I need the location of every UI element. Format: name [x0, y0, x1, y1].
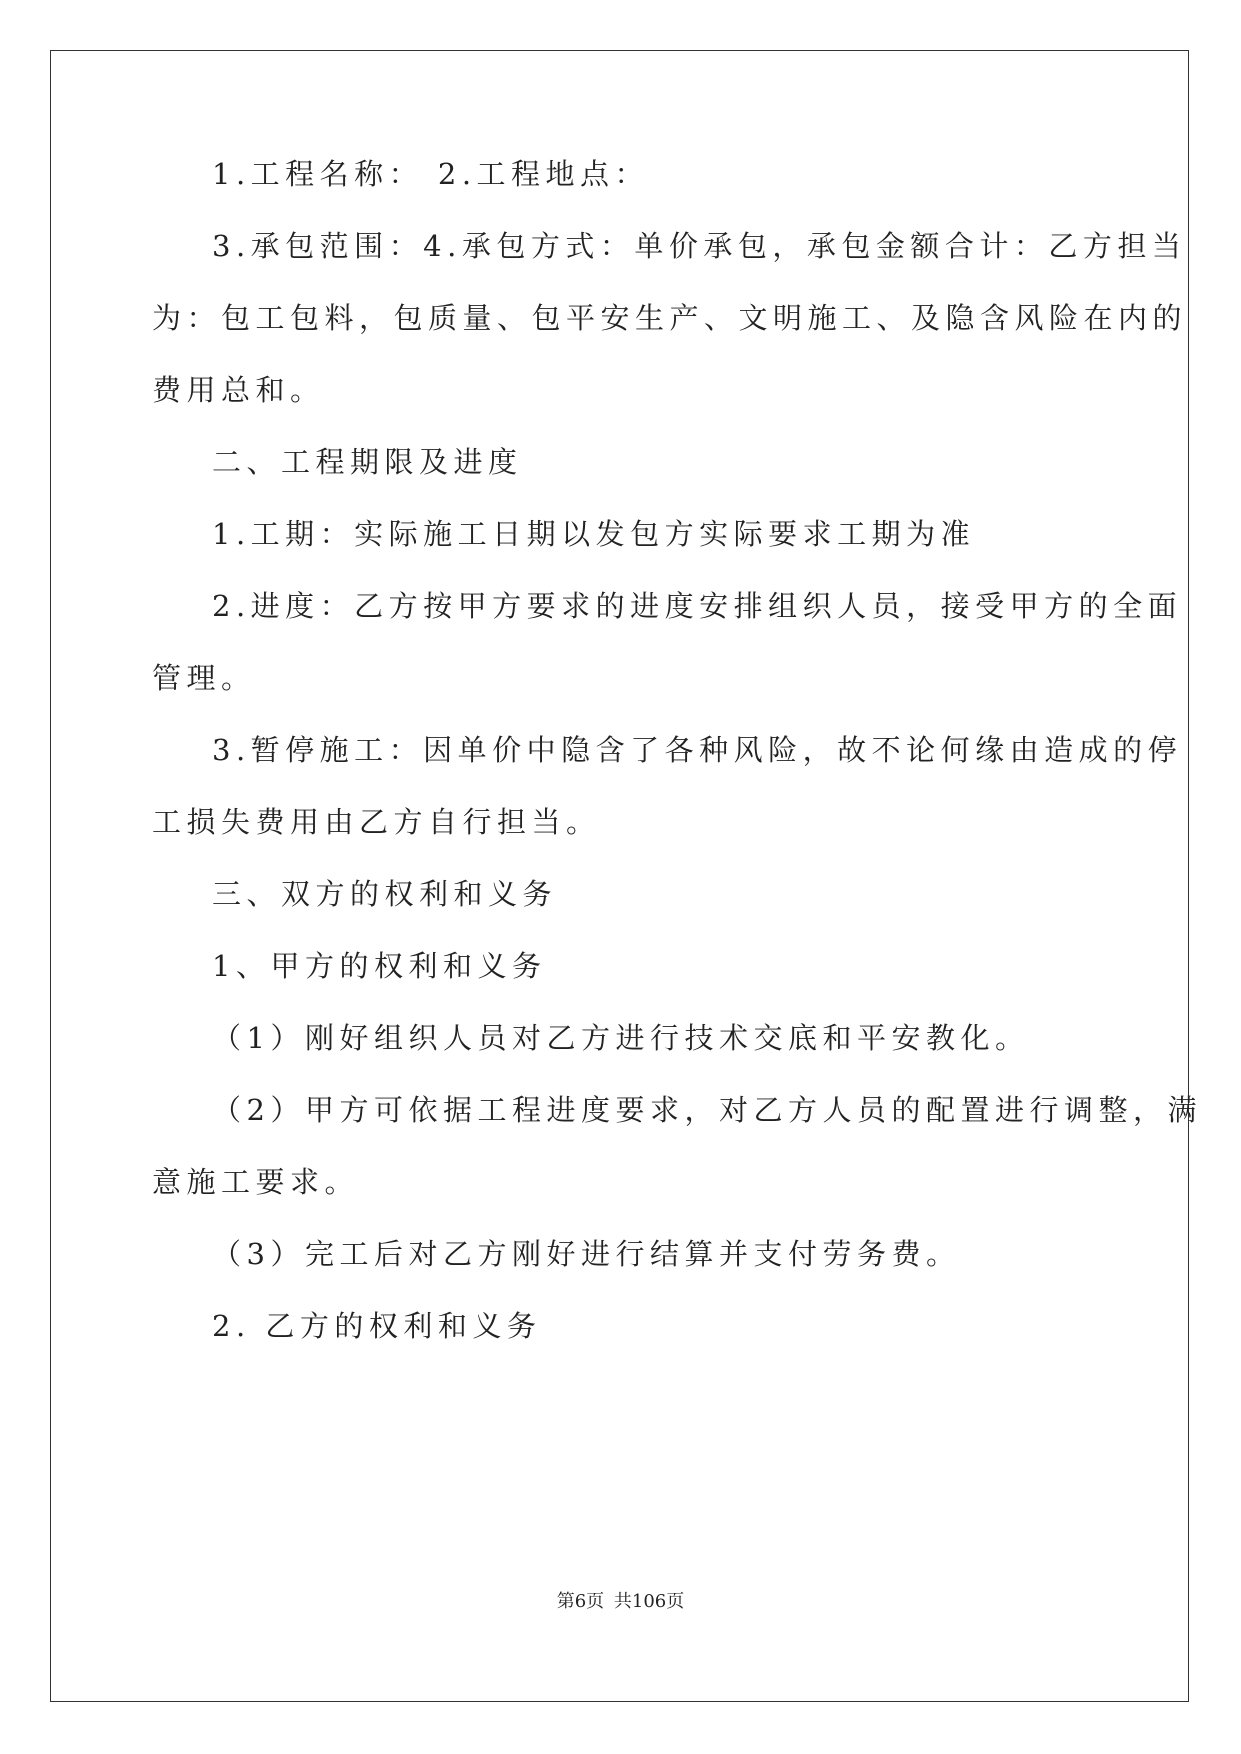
- text-line: （2）甲方可依据工程进度要求，对乙方人员的配置进行调整，满: [212, 1093, 1202, 1127]
- subsection-heading: 1、甲方的权利和义务: [212, 949, 547, 983]
- text-line: 费用总和。: [152, 373, 325, 407]
- section-heading: 二、工程期限及进度: [212, 445, 523, 479]
- text-line: （1）刚好组织人员对乙方进行技术交底和平安教化。: [212, 1021, 1030, 1055]
- text-line: 为：包工包料，包质量、包平安生产、文明施工、及隐含风险在内的: [152, 301, 1188, 335]
- subsection-heading: 2. 乙方的权利和义务: [212, 1309, 542, 1343]
- text-line: 工损失费用由乙方自行担当。: [152, 805, 601, 839]
- page-number: 第6页: [556, 1591, 605, 1612]
- text-line: （3）完工后对乙方刚好进行结算并支付劳务费。: [212, 1237, 961, 1271]
- text-line: 3.承包范围：4.承包方式：单价承包，承包金额合计：乙方担当: [212, 229, 1187, 263]
- text-line: 1.工期：实际施工日期以发包方实际要求工期为准: [212, 517, 976, 551]
- text-line: 3.暂停施工：因单价中隐含了各种风险，故不论何缘由造成的停: [212, 733, 1183, 767]
- text-line: 2.进度：乙方按甲方要求的进度安排组织人员，接受甲方的全面: [212, 589, 1183, 623]
- total-pages: 共106页: [613, 1591, 685, 1612]
- text-line: 管理。: [152, 661, 256, 695]
- page-footer: [0, 1590, 1241, 1614]
- text-line: 意施工要求。: [152, 1165, 360, 1199]
- section-heading: 三、双方的权利和义务: [212, 877, 558, 911]
- text-line: 1.工程名称： 2.工程地点：: [212, 157, 650, 191]
